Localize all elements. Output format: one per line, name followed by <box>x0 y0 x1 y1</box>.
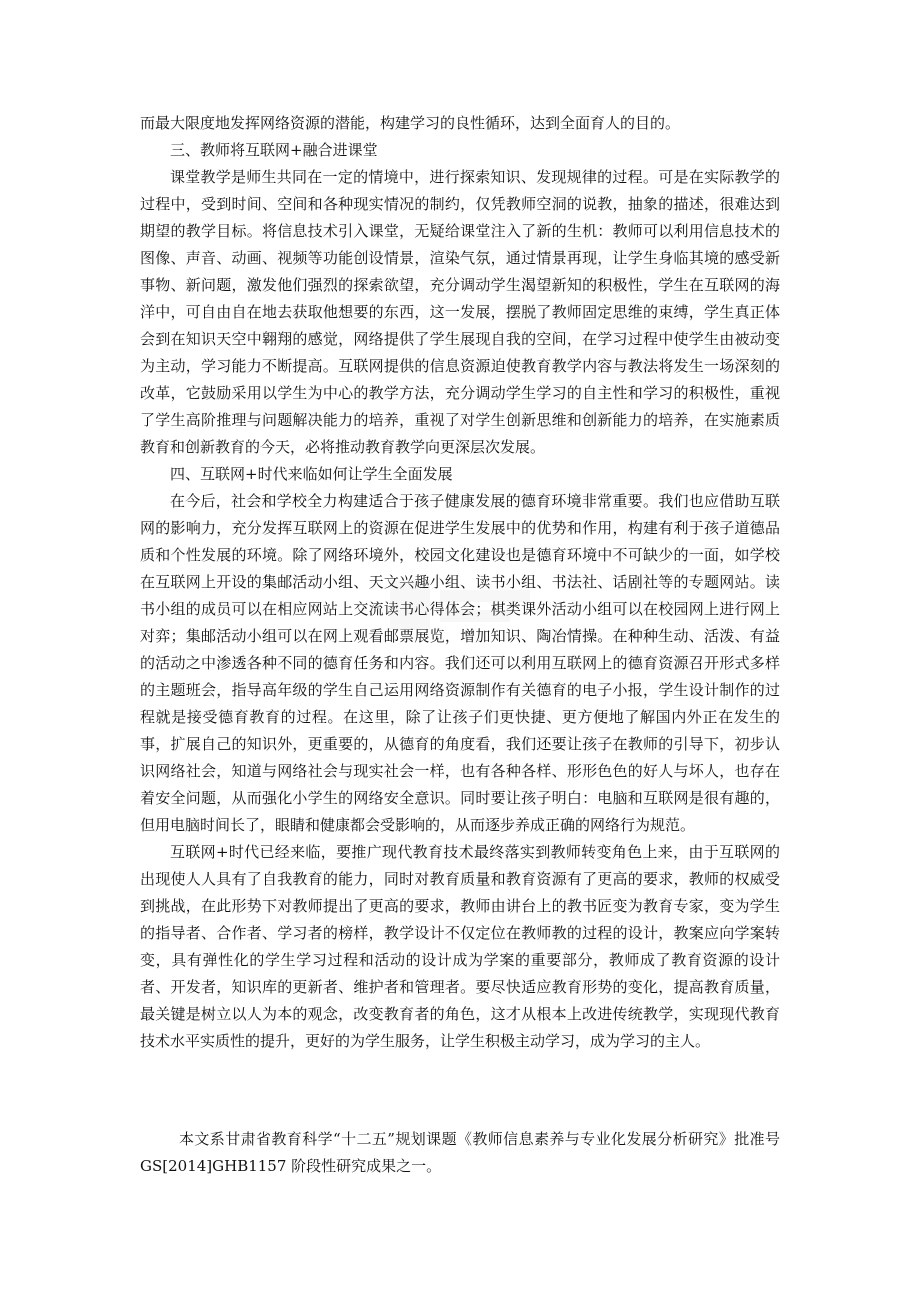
section-heading-4: 四、互联网+时代来临如何让学生全面发展 <box>170 465 453 483</box>
paragraph-moral-education: 在今后，社会和学校全力构建适合于孩子健康发展的德育环境非常重要。我们也应借助互联网的影响力，充分发挥互联网上的资源在促进学生发展中的优势和作用，构建有利于孩子道德品质和个性发展的环境。除了网络环境外，校园文化建设也是德育环境中不可缺少的一面，如学校在互联网上开设的集邮活动小组、天文兴趣小组、读书小组、书法社、话剧社等的专题网站。读书小组的成员可以在相应网站上交流读书心得体会；棋类课外活动小组可以在校园网上进行网上对弈；集邮活动小组可以在网上观看邮票展览，增加知识、陶冶情操。在种种生动、活泼、有益的活动之中渗透各种不同的德育任务和内容。我们还可以利用互联网上的德育资源召开形式多样的主题班会，指导高年级的学生自己运用网络资源制作有关德育的电子小报，学生设计制作的过程就是接受德育教育的过程。在这里，除了让孩子们更快捷、更方便地了解国内外正在发生的事，扩展自己的知识外，更重要的，从德育的角度看，我们还要让孩子在教师的引导下，初步认识网络社会，知道与网络社会与现实社会一样，也有各种各样、形形色色的好人与坏人，也存在着安全问题，从而强化小学生的网络安全意识。同时要让孩子明白：电脑和互联网是很有趣的，但用电脑时间长了，眼睛和健康都会受影响的，从而逐步养成正确的网络行为规范。 <box>140 492 780 834</box>
footnote-text: 本文系甘肃省教育科学“十二五”规划课题《教师信息素养与专业化发展分析研究》批准号 GS[2014]GHB1157 阶段性研究成果之一。 <box>140 1130 780 1175</box>
funding-footnote <box>140 1126 780 1180</box>
document-body <box>140 110 780 1055</box>
paragraph-continuation: 而最大限度地发挥网络资源的潜能，构建学习的良性循环，达到全面育人的目的。 <box>140 114 681 132</box>
paragraph-classroom-teaching: 课堂教学是师生共同在一定的情境中，进行探索知识、发现规律的过程。可是在实际教学的过程中，受到时间、空间和各种现实情况的制约，仅凭教师空洞的说教，抽象的描述，很难达到期望的教学目标。将信息技术引入课堂，无疑给课堂注入了新的生机：教师可以利用信息技术的图像、声音、动画、视频等功能创设情景，渲染气氛，通过情景再现，让学生身临其境的感受新事物、新问题，激发他们强烈的探索欲望，充分调动学生渴望新知的积极性，学生在互联网的海洋中，可自由自在地去获取他想要的东西，这一发展，摆脱了教师固定思维的束缚，学生真正体会到在知识天空中翱翔的感觉，网络提供了学生展现自我的空间，在学习过程中使学生由被动变为主动，学习能力不断提高。互联网提供的信息资源迫使教育教学内容与教法将发生一场深刻的改革，它鼓励采用以学生为中心的教学方法，充分调动学生学习的自主性和学习的积极性，重视了学生高阶推理与问题解决能力的培养，重视了对学生创新思维和创新能力的培养，在实施素质教育和创新教育的今天，必将推动教育教学向更深层次发展。 <box>140 168 780 456</box>
section-heading-3: 三、教师将互联网+融合进课堂 <box>170 141 378 159</box>
paragraph-teacher-role: 互联网+时代已经来临，要推广现代教育技术最终落实到教师转变角色上来，由于互联网的出现使人人具有了自我教育的能力，同时对教育质量和教育资源有了更高的要求，教师的权威受到挑战，在此形势下对教师提出了更高的要求，教师由讲台上的教书匠变为教育专家，变为学生的指导者、合作者、学习者的榜样，教学设计不仅定位在教师教的过程的设计，教案应向学案转变，具有弹性化的学生学习过程和活动的设计成为学案的重要部分，教师成了教育资源的设计者、开发者，知识库的更新者、维护者和管理者。要尽快适应教育形势的变化，提高教育质量，最关键是树立以人为本的观念，改变教育者的角色，这才从根本上改进传统教学，实现现代教育技术水平实质性的提升，更好的为学生服务，让学生积极主动学习，成为学习的主人。 <box>140 843 780 1050</box>
